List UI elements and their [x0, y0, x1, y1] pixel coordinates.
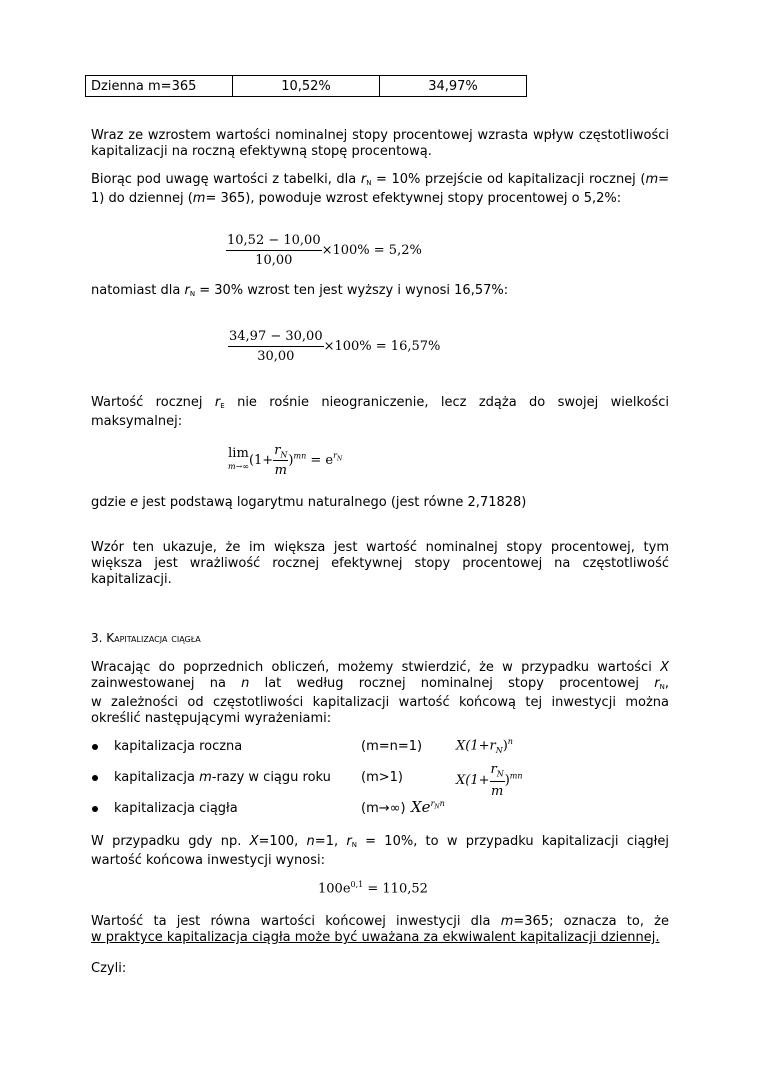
formula-example: $100e^{0,1} = 110,52$ — [318, 880, 428, 897]
paragraph-4: Wartość rocznej $r_E$ nie rośnie nieograniczenie, lecz zdąża do swojej wielkości maksymalnej: — [91, 395, 669, 429]
section-heading: 3. Kapitalizacja ciągła — [91, 631, 201, 645]
formula-limit: lim m→∞(1+ $\frac{r_N}{m}$ )$^{mn} = e^{r_N}$ — [228, 443, 343, 478]
formula-mtimes: X(1+ $\frac{r_N}{m}$ )$^{mn}$ — [456, 762, 523, 799]
bullet-dot — [92, 744, 98, 750]
paragraph-8: W przypadku gdy np. X=100, n=1, $r_N = 10\%$, to w przypadku kapitalizacji ciągłej wartość końcowa inwestycji wynosi: — [91, 834, 669, 868]
formula-continuous: $Xe^{r_Nn}$ — [411, 798, 445, 816]
bullet-cond-mtimes: (m>1) — [361, 770, 403, 785]
formula-1: $\frac{10,52 - 10,00}{10,00}$ ×100% = 5,2% — [227, 233, 422, 268]
paragraph-1: Wraz ze wzrostem wartości nominalnej stopy procentowej wzrasta wpływ częstotliwości kapitalizacji na roczną efektywną stopę procentową. — [91, 128, 669, 159]
table-cell-value-1: 10,52% — [233, 76, 380, 97]
bullet-dot — [92, 775, 98, 781]
bullet-label-annual: kapitalizacja roczna — [114, 739, 243, 754]
formula-annual: $X(1+r_N)^n$ — [456, 737, 513, 755]
paragraph-2: Biorąc pod uwagę wartości z tabelki, dla $r_N = 10\%$ przejście od kapitalizacji rocznej (m= 1) do dziennej (m= 365), powoduje wzrost efektywnej stopy procentowej o 5,2%: — [91, 172, 670, 206]
table-cell-value-2: 34,97% — [380, 76, 527, 97]
paragraph-9: Wartość ta jest równa wartości końcowej inwestycji dla m=365; oznacza to, że w praktyce kapitalizacja ciągła może być uważana za ekwiwalent kapitalizacji dziennej. — [91, 914, 669, 945]
formula-2: $\frac{34,97 - 30,00}{30,00}$ ×100% = 16,57% — [229, 329, 441, 364]
bullet-label-continuous: kapitalizacja ciągła — [114, 801, 238, 816]
table-row — [86, 76, 527, 97]
paragraph-6: Wzór ten ukazuje, że im większa jest wartość nominalnej stopy procentowej, tym większa jest wrażliwość rocznej efektywnej stopy procentowej na częstotliwość kapitalizacji. — [91, 540, 669, 587]
bullet-dot — [92, 806, 98, 812]
bullet-cond-annual: (m=n=1) — [361, 739, 423, 754]
table-cell-label: Dzienna m=365 — [86, 76, 233, 97]
paragraph-3: natomiast dla $r_N = 30\%$ wzrost ten jest wyższy i wynosi 16,57%: — [91, 283, 509, 298]
bullet-cond-continuous: (m→∞) — [361, 801, 406, 816]
data-table — [85, 75, 527, 97]
bullet-label-mtimes: kapitalizacja m-razy w ciągu roku — [114, 770, 331, 785]
paragraph-5: gdzie e jest podstawą logarytmu naturalnego (jest równe 2,71828) — [91, 495, 527, 510]
underlined-conclusion: w praktyce kapitalizacja ciągła może być uważana za ekwiwalent kapitalizacji dziennej. — [91, 930, 660, 945]
paragraph-10: Czyli: — [91, 961, 127, 976]
paragraph-7: Wracając do poprzednich obliczeń, możemy stwierdzić, że w przypadku wartości X zainwestowanej na n lat według rocznej nominalnej stopy procentowej $r_N$, w zależności od częstotliwości kapitalizacji wartość końcową tej inwestycji można określić następującymi wyrażeniami: — [91, 660, 669, 726]
